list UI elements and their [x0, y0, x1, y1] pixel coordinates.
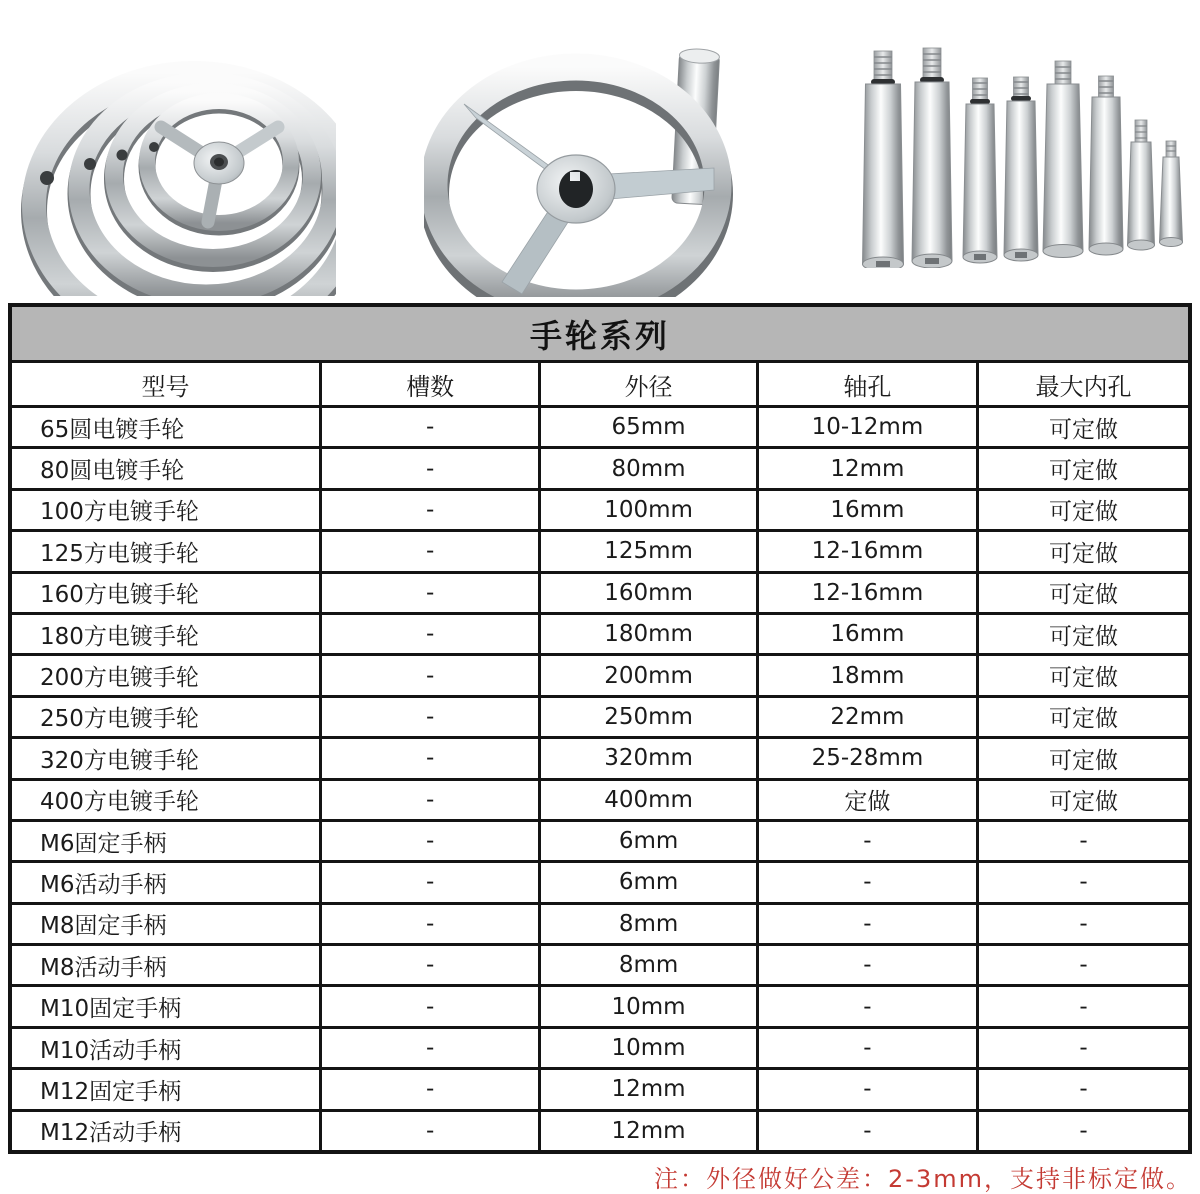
model-cell: 180方电镀手轮 — [10, 613, 321, 654]
value-cell: - — [321, 1027, 540, 1068]
value-cell: - — [757, 945, 977, 986]
value-cell: 80mm — [540, 448, 757, 489]
table-row — [10, 738, 1190, 779]
value-cell: - — [757, 903, 977, 944]
value-cell: 可定做 — [978, 531, 1190, 572]
model-cell: 320方电镀手轮 — [10, 738, 321, 779]
value-cell: - — [321, 572, 540, 613]
value-cell: - — [321, 448, 540, 489]
value-cell: - — [321, 696, 540, 737]
value-cell: 10mm — [540, 986, 757, 1027]
table-row — [10, 696, 1190, 737]
value-cell: 250mm — [540, 696, 757, 737]
value-cell: 16mm — [757, 613, 977, 654]
value-cell: 12-16mm — [757, 531, 977, 572]
value-cell: - — [757, 1069, 977, 1110]
value-cell: 12mm — [540, 1069, 757, 1110]
table-row — [10, 1027, 1190, 1068]
footnote: 注：外径做好公差：2-3mm，支持非标定做。 — [654, 1165, 1192, 1194]
table-title-row — [10, 305, 1190, 362]
model-cell: 200方电镀手轮 — [10, 655, 321, 696]
value-cell: 200mm — [540, 655, 757, 696]
model-cell: M10固定手柄 — [10, 986, 321, 1027]
table-row — [10, 448, 1190, 489]
value-cell: - — [978, 903, 1190, 944]
model-cell: M6固定手柄 — [10, 820, 321, 861]
value-cell: 400mm — [540, 779, 757, 820]
value-cell: 16mm — [757, 489, 977, 530]
table-body — [10, 407, 1190, 1153]
value-cell: 22mm — [757, 696, 977, 737]
handwheel-with-handle-photo — [424, 22, 739, 297]
value-cell: - — [321, 489, 540, 530]
value-cell: - — [321, 945, 540, 986]
handle-set-photo — [845, 20, 1193, 268]
value-cell: - — [978, 1069, 1190, 1110]
value-cell: - — [321, 613, 540, 654]
value-cell: 8mm — [540, 903, 757, 944]
value-cell: - — [978, 986, 1190, 1027]
model-cell: 400方电镀手轮 — [10, 779, 321, 820]
table-row — [10, 531, 1190, 572]
model-cell: M12活动手柄 — [10, 1110, 321, 1152]
value-cell: 320mm — [540, 738, 757, 779]
value-cell: 6mm — [540, 820, 757, 861]
value-cell: - — [978, 820, 1190, 861]
value-cell: 12-16mm — [757, 572, 977, 613]
value-cell: 可定做 — [978, 613, 1190, 654]
value-cell: - — [757, 986, 977, 1027]
table-row — [10, 572, 1190, 613]
value-cell: 可定做 — [978, 655, 1190, 696]
value-cell: 125mm — [540, 531, 757, 572]
model-cell: 80圆电镀手轮 — [10, 448, 321, 489]
value-cell: - — [978, 1027, 1190, 1068]
table-row — [10, 779, 1190, 820]
value-cell: 6mm — [540, 862, 757, 903]
value-cell: - — [757, 820, 977, 861]
value-cell: - — [321, 1069, 540, 1110]
table-row — [10, 407, 1190, 448]
value-cell: - — [321, 903, 540, 944]
value-cell: - — [321, 779, 540, 820]
value-cell: 18mm — [757, 655, 977, 696]
value-cell: - — [321, 1110, 540, 1152]
value-cell: 8mm — [540, 945, 757, 986]
value-cell: - — [321, 738, 540, 779]
column-header-row — [10, 362, 1190, 407]
table-row — [10, 655, 1190, 696]
value-cell: 10mm — [540, 1027, 757, 1068]
model-cell: M10活动手柄 — [10, 1027, 321, 1068]
model-cell: 160方电镀手轮 — [10, 572, 321, 613]
model-cell: 125方电镀手轮 — [10, 531, 321, 572]
col-header-slots: 槽数 — [321, 362, 540, 407]
value-cell: 100mm — [540, 489, 757, 530]
value-cell: - — [978, 1110, 1190, 1152]
value-cell: 可定做 — [978, 407, 1190, 448]
value-cell: 10-12mm — [757, 407, 977, 448]
value-cell: - — [321, 531, 540, 572]
table-row — [10, 1069, 1190, 1110]
col-header-bore: 轴孔 — [757, 362, 977, 407]
value-cell: - — [757, 1110, 977, 1152]
stacked-handwheels-photo — [16, 26, 336, 296]
model-cell: 100方电镀手轮 — [10, 489, 321, 530]
spec-table — [8, 303, 1192, 1154]
value-cell: - — [978, 945, 1190, 986]
value-cell: 可定做 — [978, 448, 1190, 489]
page-title: 手轮系列 — [10, 305, 1190, 362]
table-row — [10, 862, 1190, 903]
model-cell: M6活动手柄 — [10, 862, 321, 903]
value-cell: 25-28mm — [757, 738, 977, 779]
model-cell: 65圆电镀手轮 — [10, 407, 321, 448]
value-cell: - — [321, 862, 540, 903]
model-cell: 250方电镀手轮 — [10, 696, 321, 737]
value-cell: - — [757, 862, 977, 903]
table-row — [10, 945, 1190, 986]
table-row — [10, 820, 1190, 861]
value-cell: - — [321, 407, 540, 448]
value-cell: - — [321, 986, 540, 1027]
value-cell: - — [978, 862, 1190, 903]
value-cell: - — [757, 1027, 977, 1068]
value-cell: 可定做 — [978, 572, 1190, 613]
col-header-outer-d: 外径 — [540, 362, 757, 407]
table-row — [10, 489, 1190, 530]
table-row — [10, 903, 1190, 944]
value-cell: 160mm — [540, 572, 757, 613]
value-cell: - — [321, 820, 540, 861]
value-cell: 可定做 — [978, 779, 1190, 820]
value-cell: 12mm — [540, 1110, 757, 1152]
model-cell: M12固定手柄 — [10, 1069, 321, 1110]
product-photos — [0, 0, 1200, 300]
table-row — [10, 986, 1190, 1027]
model-cell: M8活动手柄 — [10, 945, 321, 986]
model-cell: M8固定手柄 — [10, 903, 321, 944]
table-row — [10, 613, 1190, 654]
value-cell: 180mm — [540, 613, 757, 654]
table-row — [10, 1110, 1190, 1152]
col-header-max-bore: 最大内孔 — [978, 362, 1190, 407]
value-cell: 65mm — [540, 407, 757, 448]
value-cell: - — [321, 655, 540, 696]
value-cell: 可定做 — [978, 738, 1190, 779]
value-cell: 可定做 — [978, 489, 1190, 530]
col-header-model: 型号 — [10, 362, 321, 407]
value-cell: 12mm — [757, 448, 977, 489]
value-cell: 可定做 — [978, 696, 1190, 737]
value-cell: 定做 — [757, 779, 977, 820]
